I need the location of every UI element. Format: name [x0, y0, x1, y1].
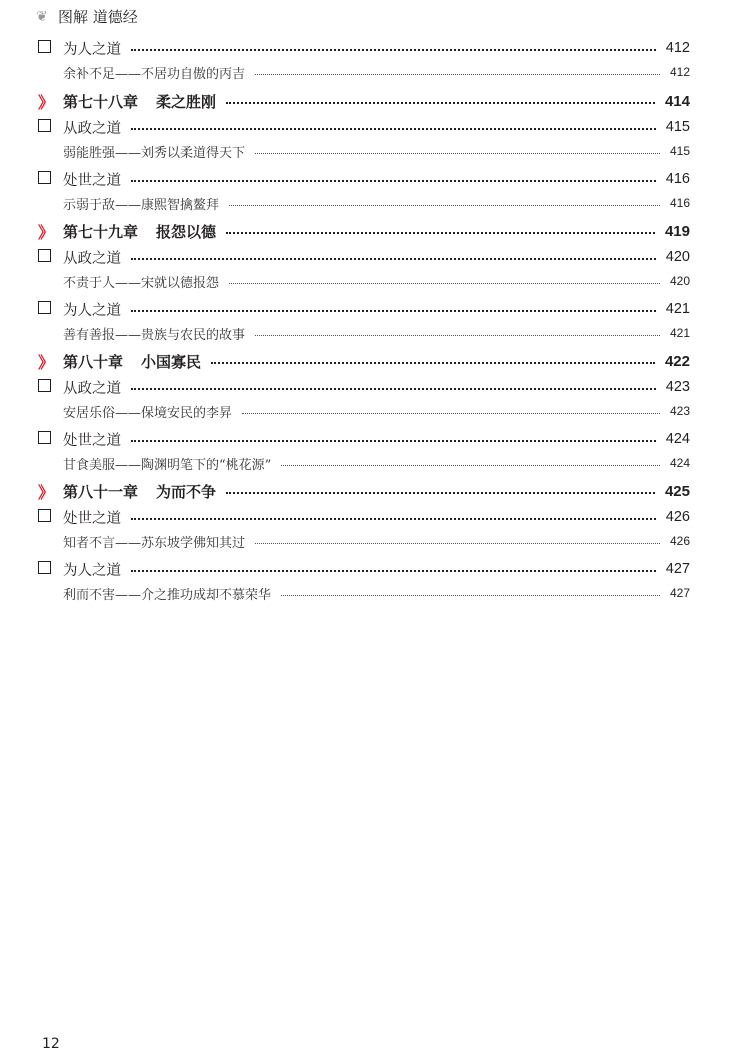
- toc-story-entry[interactable]: [38, 61, 690, 83]
- entry-page-number: 420: [669, 274, 690, 288]
- chapter-heading: [63, 351, 201, 372]
- double-chevron-icon: 》: [38, 92, 51, 112]
- toc-section-entry[interactable]: [38, 558, 690, 580]
- toc-story-entry[interactable]: [38, 270, 690, 292]
- dot-leader: [281, 465, 660, 466]
- dot-leader: [226, 492, 655, 494]
- entry-title: 从政之道: [63, 380, 121, 397]
- entry-page-number: 416: [669, 196, 690, 210]
- entry-page-number: 426: [669, 534, 690, 548]
- dot-leader: [131, 310, 656, 312]
- entry-title: 从政之道: [63, 250, 121, 267]
- toc-story-entry[interactable]: [38, 400, 690, 422]
- entry-title: 为人之道: [63, 41, 121, 58]
- entry-title: 利而不害——介之推功成却不慕荣华: [63, 587, 272, 603]
- dot-leader: [131, 180, 656, 182]
- entry-title: 甘食美服——陶渊明笔下的“桃花源”: [63, 457, 272, 473]
- checkbox-square-icon: [38, 560, 63, 578]
- chapter-number: 第七十八章: [63, 92, 139, 111]
- entry-page-number: 422: [664, 352, 690, 370]
- entry-page-number: 419: [664, 222, 690, 240]
- entry-title: 知者不言——苏东坡学佛知其过: [63, 535, 246, 551]
- dot-leader: [211, 362, 655, 364]
- entry-page-number: 423: [669, 404, 690, 418]
- toc-story-entry[interactable]: [38, 452, 690, 474]
- entry-page-number: 414: [664, 92, 690, 110]
- toc-section-entry[interactable]: [38, 428, 690, 450]
- entry-title: 安居乐俗——保境安民的李昇: [63, 405, 233, 421]
- dot-leader: [131, 388, 656, 390]
- chapter-heading: [63, 481, 216, 502]
- checkbox-square-icon: [38, 508, 63, 526]
- toc-section-entry[interactable]: [38, 506, 690, 528]
- toc-story-entry[interactable]: [38, 530, 690, 552]
- toc-story-entry[interactable]: [38, 322, 690, 344]
- chapter-number: 第七十九章: [63, 222, 139, 241]
- entry-page-number: 415: [665, 119, 690, 135]
- chapter-number: 第八十一章: [63, 482, 139, 501]
- book-logo-icon: ❦: [36, 8, 48, 25]
- chapter-title: 小国寡民: [141, 352, 202, 371]
- double-chevron-icon: 》: [38, 482, 51, 502]
- book-title: 图解 道德经: [58, 8, 138, 26]
- toc-chapter-entry[interactable]: [38, 220, 690, 242]
- checkbox-square-icon: [38, 378, 63, 396]
- dot-leader: [226, 232, 655, 234]
- dot-leader: [229, 283, 660, 284]
- entry-page-number: 420: [665, 249, 690, 265]
- dot-leader: [255, 74, 660, 75]
- entry-title: 处世之道: [63, 432, 121, 449]
- checkbox-square-icon: [38, 430, 63, 448]
- entry-title: 从政之道: [63, 120, 121, 137]
- entry-page-number: 425: [664, 482, 690, 500]
- dot-leader: [255, 335, 660, 336]
- entry-page-number: 415: [669, 144, 690, 158]
- entry-page-number: 424: [665, 431, 690, 447]
- chapter-number: 第八十章: [63, 352, 124, 371]
- entry-page-number: 427: [669, 586, 690, 600]
- entry-page-number: 423: [665, 379, 690, 395]
- toc-chapter-entry[interactable]: [38, 480, 690, 502]
- checkbox-square-icon: [38, 170, 63, 188]
- toc-chapter-entry[interactable]: [38, 90, 690, 112]
- chapter-heading: [63, 91, 216, 112]
- entry-title: 处世之道: [63, 510, 121, 527]
- running-header: [36, 6, 138, 27]
- dot-leader: [131, 518, 656, 520]
- checkbox-square-icon: [38, 248, 63, 266]
- entry-page-number: 412: [665, 40, 690, 56]
- toc-story-entry[interactable]: [38, 192, 690, 214]
- toc-section-entry[interactable]: [38, 246, 690, 268]
- toc-chapter-entry[interactable]: [38, 350, 690, 372]
- checkbox-square-icon: [38, 300, 63, 318]
- dot-leader: [131, 128, 656, 130]
- chapter-title: 为而不争: [156, 482, 217, 501]
- dot-leader: [131, 49, 656, 51]
- toc-section-entry[interactable]: [38, 37, 690, 59]
- dot-leader: [281, 595, 660, 596]
- toc-section-entry[interactable]: [38, 116, 690, 138]
- entry-title: 为人之道: [63, 562, 121, 579]
- chapter-title: 报怨以德: [156, 222, 217, 241]
- dot-leader: [242, 413, 660, 414]
- dot-leader: [226, 102, 655, 104]
- toc-section-entry[interactable]: [38, 168, 690, 190]
- toc-story-entry[interactable]: [38, 582, 690, 604]
- toc-story-entry[interactable]: [38, 140, 690, 162]
- entry-title: 善有善报——贵族与农民的故事: [63, 327, 246, 343]
- entry-page-number: 421: [665, 301, 690, 317]
- checkbox-square-icon: [38, 118, 63, 136]
- page-number: 12: [42, 1036, 60, 1052]
- entry-page-number: 427: [665, 561, 690, 577]
- dot-leader: [255, 153, 660, 154]
- entry-title: 示弱于敌——康熙智擒鳌拜: [63, 197, 220, 213]
- dot-leader: [131, 440, 656, 442]
- double-chevron-icon: 》: [38, 352, 51, 372]
- dot-leader: [229, 205, 660, 206]
- dot-leader: [131, 570, 656, 572]
- entry-title: 为人之道: [63, 302, 121, 319]
- toc-section-entry[interactable]: [38, 376, 690, 398]
- chapter-title: 柔之胜刚: [156, 92, 217, 111]
- entry-page-number: 426: [665, 509, 690, 525]
- double-chevron-icon: 》: [38, 222, 51, 242]
- dot-leader: [131, 258, 656, 260]
- dot-leader: [255, 543, 660, 544]
- entry-title: 弱能胜强——刘秀以柔道得天下: [63, 145, 246, 161]
- entry-title: 处世之道: [63, 172, 121, 189]
- entry-title: 不责于人——宋就以德报怨: [63, 275, 220, 291]
- entry-title: 余补不足——不居功自傲的丙吉: [63, 66, 246, 82]
- entry-page-number: 424: [669, 456, 690, 470]
- chapter-heading: [63, 221, 216, 242]
- toc-section-entry[interactable]: [38, 298, 690, 320]
- entry-page-number: 416: [665, 171, 690, 187]
- entry-page-number: 421: [669, 326, 690, 340]
- entry-page-number: 412: [669, 65, 690, 79]
- checkbox-square-icon: [38, 39, 63, 57]
